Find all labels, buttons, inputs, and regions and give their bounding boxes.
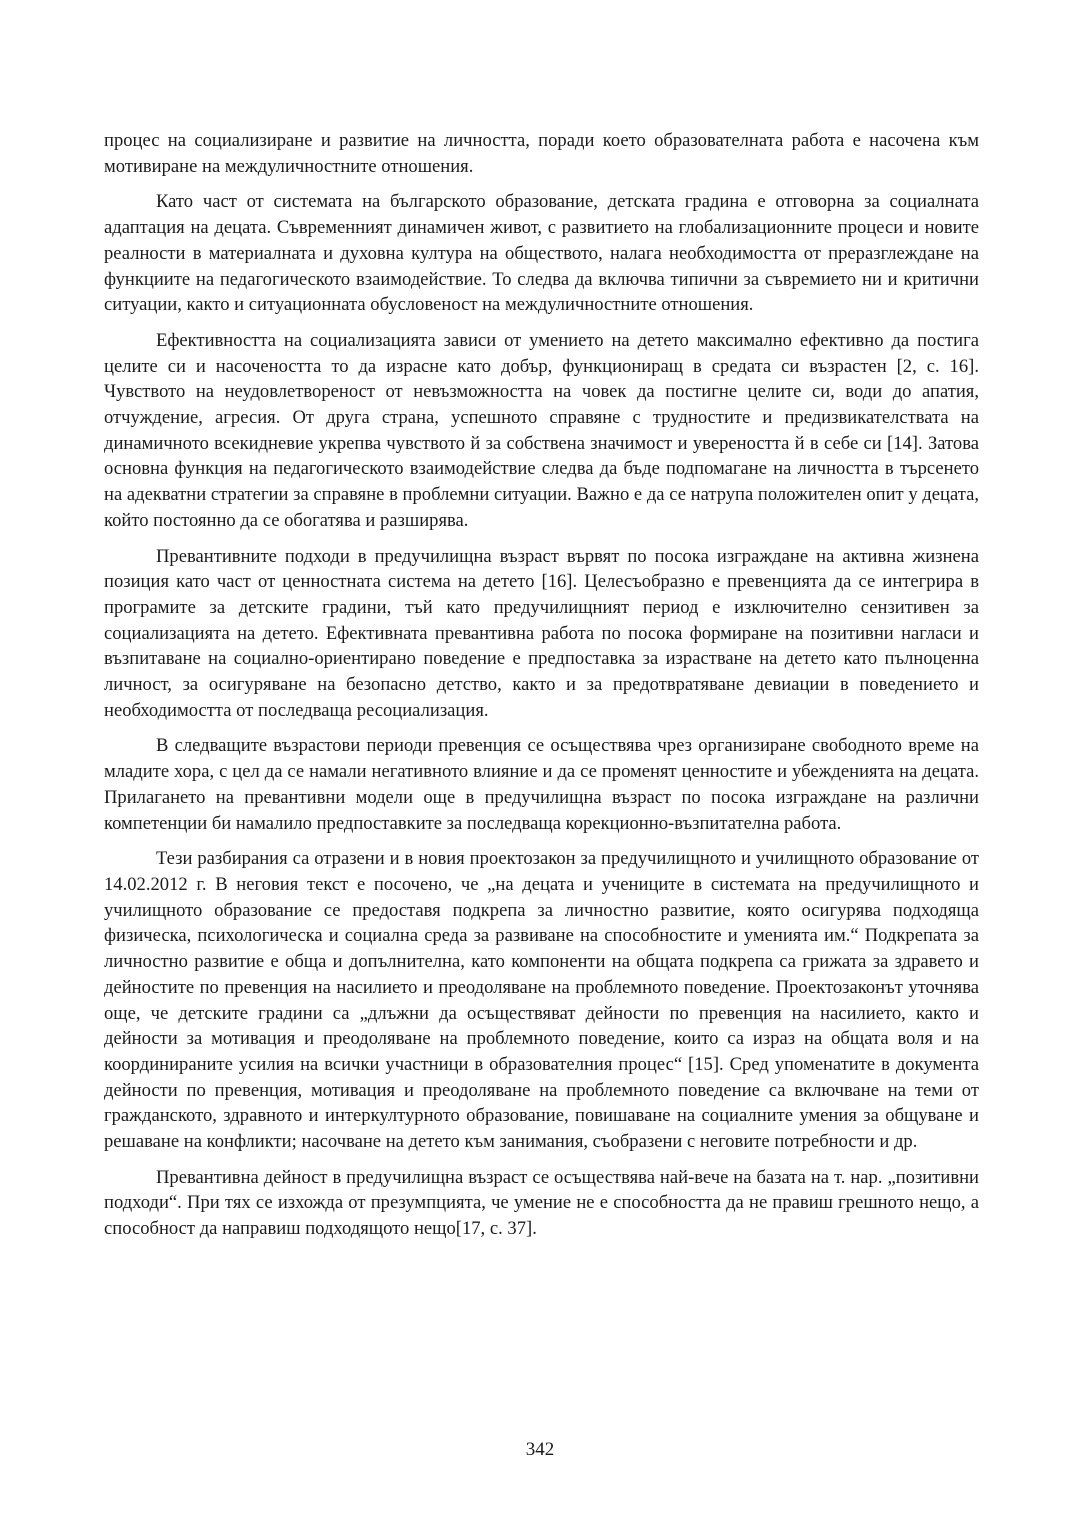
paragraph-3: Ефективността на социализацията зависи от умението на детето максимално ефективно да постига целите си и насочеността то да израсне като добър, функциониращ в средата си възрастен [2, с. 16]. Чувството на неудовлетвореност от невъзможността на човек да постигне целите си, води до апатия, отчуждение, агресия. От друга страна, успешното справяне с трудностите и предизвикателствата на динамичното всекидневие укрепва чувството й за собствена значимост и увереността й в себе си [14]. Затова основна функция на педагогическото взаимодействие следва да бъде подпомагане на личността в търсенето на адекватни стратегии за справяне в проблемни ситуации. Важно е да се натрупа положителен опит у децата, който постоянно да се обогатява и разширява. — [104, 329, 979, 531]
paragraph-5: В следващите възрастови периоди превенция се осъществява чрез организиране свободното време на младите хора, с цел да се намали негативното влияние и да се променят ценностите и убежденията на децата. Прилагането на превантивни модели още в предучилищна възраст по посока изграждане на различни компетенции би намалило предпоставките за последваща корекционно-възпитателна работа. — [104, 735, 979, 834]
document-page — [104, 128, 979, 1252]
paragraph-7: Превантивна дейност в предучилищна възраст се осъществява най-вече на базата на т. нар. „позитивни подходи“. При тях се изхожда от презумпцията, че умение не е способността да не правиш грешното нещо, а способност да направиш подходящото нещо[17, с. 37]. — [104, 1166, 979, 1240]
paragraph-2: Като част от системата на българското образование, детската градина е отговорна за социалната адаптация на децата. Съвременният динамичен живот, с развитието на глобализационните процеси и новите реалности в материалната и духовна култура на обществото, налага необходимостта от преразглеждане на функциите на педагогическото взаимодействие. То следва да включва типични за съвремието ни и критични ситуации, както и ситуационната обусловеност на междуличностните отношения. — [104, 191, 979, 316]
paragraph-4: Превантивните подходи в предучилищна възраст вървят по посока изграждане на активна жизнена позиция като част от ценностната система на детето [16]. Целесъобразно е превенцията да се интегрира в програмите за детските градини, тъй като предучилищният период е изключително сензитивен за социализацията на детето. Ефективната превантивна работа по посока формиране на позитивни нагласи и възпитаване на социално-ориентирано поведение е предпоставка за израстване на детето като пълноценна личност, за осигуряване на безопасно детство, както и за предотвратяване девиации в поведението и необходимостта от последваща ресоциализация. — [104, 545, 979, 721]
paragraph-1: процес на социализиране и развитие на личността, поради което образователната работа е насочена към мотивиране на междуличностните отношения. — [104, 130, 979, 177]
paragraph-6: Тези разбирания са отразени и в новия проектозакон за предучилищното и училищното образование от 14.02.2012 г. В неговия текст е посочено, че „на децата и учениците в системата на предучилищното и училищното образование се предоставя подкрепа за личностно развитие, която осигурява подходяща физическа, психологическа и социална среда за развиване на способностите и уменията им.“ Подкрепата за личностно развитие е обща и допълнителна, като компоненти на общата подкрепа са грижата за здравето и дейностите по превенция на насилието и преодоляване на проблемното поведение. Проектозаконът уточнява още, че детските градини са „длъжни да осъществяват дейности по превенция на насилието, както и дейности за мотивация и преодоляване на проблемното поведение, които са израз на общата воля и на координираните усилия на всички участници в образователния процес“ [15]. Сред упоменатите в документа дейности по превенция, мотивация и преодоляване на проблемното поведение са включване на теми от гражданското, здравното и интеркултурното образование, повишаване на социалните умения за общуване и решаване на конфликти; насочване на детето към занимания, съобразени с неговите потребности и др. — [104, 848, 979, 1153]
page-number: 342 — [525, 1439, 555, 1460]
